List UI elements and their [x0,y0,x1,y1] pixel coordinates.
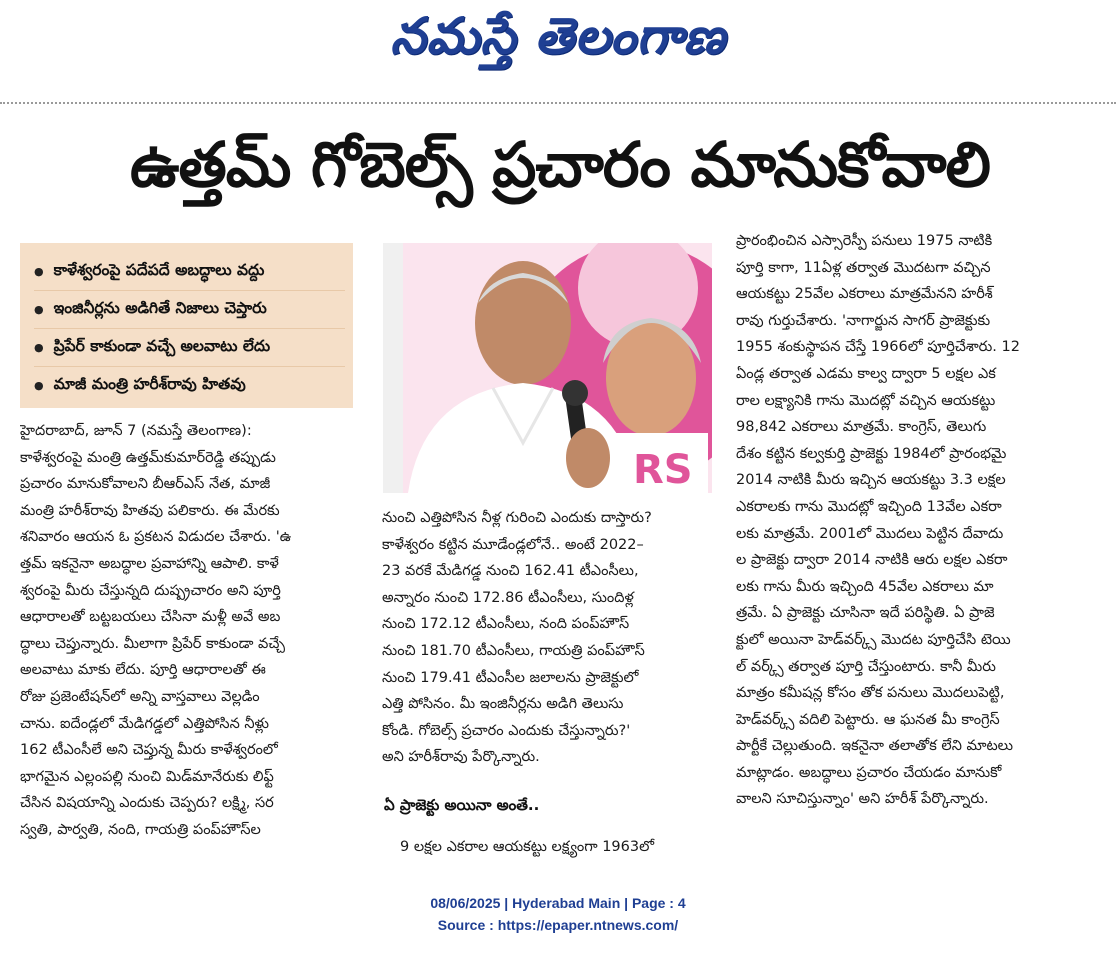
article-line: ద్ధాలు చెప్తున్నారు. మీలాగా ప్రిపేర్ కాకుండా వచ్చే [20,635,285,652]
divider [0,102,1116,104]
article-line: పార్టీకే చెల్లుతుంది. ఇకనైనా తలాతోక లేని మాటలు [736,738,1013,755]
bullet-icon: ● [34,303,44,316]
article-line: లకు గాను మీరు ఇచ్చింది 45వేల ఎకరాలు మా [736,578,994,595]
article-line: లకు మాత్రమే. 2001లో మొదలు పెట్టిన దేవాదు [736,525,1004,542]
article-line: శనివారం ఆయన ఓ ప్రకటన విడుదల చేశారు. 'ఉ [20,529,292,546]
article-line: వాలని సూచిస్తున్నాం' అని హరీశ్ పేర్కొన్నారు. [736,791,989,808]
article-line: చాను. ఐదేండ్లలో మేడిగడ్డలో ఎత్తిపోసిన నీళ్లు [20,715,269,732]
article-line: అన్నారం నుంచి 172.86 టీఎంసీలు, సుందిళ్ల [382,589,634,606]
article-line: దేశం కట్టిన కల్వకుర్తి ప్రాజెక్టు 1984లో ప్రారంభమై [736,445,1007,462]
article-line: భాగమైన ఎల్లంపల్లి నుంచి మిడ్‌మానేరుకు లిఫ్ట్ [20,768,274,785]
article-line: అని హరీశ్‌రావు పేర్కొన్నారు. [382,749,540,766]
masthead-logo [0,6,1116,78]
headline-text: ఉత్తమ్ గోబెల్స్ ప్రచారం మానుకోవాలి [130,128,990,201]
article-line: హెడ్‌వర్క్స్ వదిలి పెట్టారు. ఆ ఘనత మీ కాంగ్రెస్ [736,711,1000,728]
article-line: మంత్రి హరీశ్‌రావు హితవు పలికారు. ఈ మేరకు [20,502,280,519]
article-line: కోండి. గోబెల్స్ ప్రచారం ఎందుకు చేస్తున్నారు?' [382,722,631,739]
article-line: పూర్తి కాగా, 11ఏళ్ల తర్వాత మొదటగా వచ్చిన [736,259,991,276]
article-line: కాళేశ్వరంపై మంత్రి ఉత్తమ్‌కుమార్‌రెడ్డి తప్పుడు [20,449,276,466]
article-column-2-continued: 9 లక్షల ఎకరాల ఆయకట్టు లక్ష్యంగా 1963లో [400,839,655,855]
article-line: 23 వరకే మేడిగడ్డ నుంచి 162.41 టీఎంసీలు, [382,563,639,580]
article-line: చేసిన విషయాన్ని ఎందుకు చెప్పరు? లక్ష్మి, సర [20,795,274,812]
article-line: 2014 నాటికి మీరు ఇచ్చిన ఆయకట్టు 3.3 లక్షల [736,472,1006,489]
article-line: క్టులో అయినా హెడ్‌వర్క్స్ మొదట పూర్తిచేసి టెయి [736,631,1011,648]
article-line: త్తమ్ ఇకనైనా అబద్ధాల ప్రవాహాన్ని ఆపాలి. కాళే [20,555,279,572]
article-line: ఎత్తి పోసినం. మీ ఇంజినీర్లను అడిగి తెలుసు [382,696,624,713]
article-line: ఆధారాలతో బట్టబయలు చేసినా మళ్లీ అవే అబ [20,609,281,626]
article-line: కాళేశ్వరం కట్టిన మూడేండ్లలోనే.. అంటే 2022– [382,536,644,553]
article-line: రాల లక్ష్యానికి గాను మొదట్లో వచ్చిన ఆయకట్టు [736,392,996,409]
article-line: ప్రారంభించిన ఎస్సారెస్పీ పనులు 1975 నాటికి [736,233,993,249]
subheading: ఏ ప్రాజెక్టు అయినా అంతే.. [384,796,540,814]
highlights-box [20,243,353,408]
highlight-text: ఇంజినీర్లను అడిగితే నిజాలు చెప్తారు [53,298,267,317]
article-line: ఏండ్ల తర్వాత ఎడమ కాల్వ ద్వారా 5 లక్షల ఎక [736,365,996,382]
highlight-text: ప్రిపేర్ కాకుండా వచ్చే అలవాటు లేదు [53,336,271,355]
article-line: మాట్లాడం. అబద్ధాలు ప్రచారం చేయడం మానుకో [736,764,1002,781]
svg-text:RS: RS [633,447,693,493]
highlight-item [34,367,345,404]
highlight-item [34,253,345,291]
article-line: ఎకరాలకు గాను మొదట్లో ఇచ్చింది 13వేల ఎకరా [736,498,1002,515]
article-line: స్వతి, పార్వతి, నంది, గాయత్రి పంప్‌హౌస్‌ల [20,821,261,838]
article-line: నుంచి ఎత్తిపోసిన నీళ్ల గురించి ఎందుకు దాస్తారు? [382,510,652,526]
article-line: రావు గుర్తుచేశారు. 'నాగార్జున సాగర్ ప్రాజెక్టుకు [736,312,991,329]
bullet-icon: ● [34,341,44,354]
article-line: ప్రచారం మానుకోవాలని బీఆర్‌ఎస్ నేత, మాజీ [20,476,271,493]
highlight-item [34,329,345,367]
masthead-title: నమస్తే తెలంగాణ [390,6,726,65]
article-line: నుంచి 172.12 టీఎంసీలు, నంది పంప్‌హౌస్ [382,616,630,633]
article-line: నుంచి 181.70 టీఎంసీలు, గాయత్రి పంప్‌హౌస్ [382,642,645,659]
article-line: ల ప్రాజెక్టు ద్వారా 2014 నాటికి ఆరు లక్షల ఎకరా [736,552,1008,569]
article-column-3 [736,228,1086,813]
article-line: హైదరాబాద్, జూన్ 7 (నమస్తే తెలంగాణ): [20,423,252,439]
article-column-2 [382,505,712,771]
article-line: రోజు ప్రజెంటేషన్‌లో అన్ని వాస్తవాలు వెల్లడిం [20,688,260,705]
footer-date-edition: 08/06/2025 | Hyderabad Main | Page : 4 [430,895,686,911]
bullet-icon: ● [34,265,44,278]
bullet-icon: ● [34,379,44,392]
article-line: త్రమే. ఏ ప్రాజెక్టు చూసినా ఇదే పరిస్థితి. ఏ ప్రాజె [736,605,995,622]
article-line: ఆయకట్టు 25వేల ఎకరాలు మాత్రమేనని హరీశ్ [736,286,993,303]
article-line: శ్వరంపై మీరు చేస్తున్నది దుష్ప్రచారం అని పూర్తి [20,582,281,599]
article-column-1 [20,418,370,844]
highlight-item [34,291,345,329]
footer-source-link[interactable]: Source : https://epaper.ntnews.com/ [437,917,679,933]
article-line: నుంచి 179.41 టీఎంసీల జలాలను ప్రాజెక్టులో [382,669,639,686]
article-line: ల్ వర్క్స్ తర్వాత పూర్తి చేస్తుంటారు. కానీ మీరు [736,658,996,675]
article-line: 98,842 ఎకరాలు మాత్రమే. కాంగ్రెస్, తెలుగు [736,419,987,436]
article-line: మాత్రం కమీషన్ల కోసం తోక పనులు మొదలుపెట్టి, [736,685,1005,702]
headline [20,122,1100,222]
highlight-text: మాజీ మంత్రి హరీశ్‌రావు హితవు [53,374,246,393]
article-line: అలవాటు మాకు లేదు. పూర్తి ఆధారాలతో ఈ [20,662,266,679]
news-photo [383,243,712,493]
article-line: 162 టీఎంసీలే అని చెప్తున్న మీరు కాళేశ్వరంలో [20,742,278,759]
politician-photo-illustration [383,243,712,493]
article-line: 1955 శంకుస్థాపన చేస్తే 1966లో పూర్తిచేశారు. 12 [736,339,1020,356]
highlight-text: కాళేశ్వరంపై పదేపదే అబద్ధాలు వద్దు [53,260,265,279]
